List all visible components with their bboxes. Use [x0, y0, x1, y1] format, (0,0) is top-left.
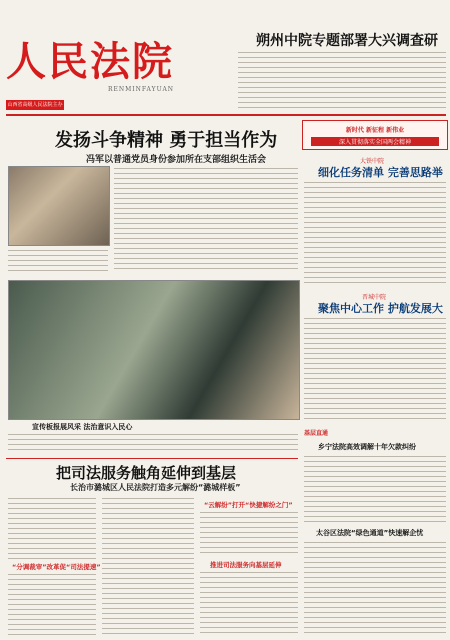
right-story2-headline: 太谷区法院“绿色通道”快速解企忧 [316, 529, 424, 537]
lead-headline: 发扬斗争精神 勇于担当作为 [55, 130, 278, 151]
grassroots-badge: 基层直通 [304, 430, 329, 437]
right-story1-headline: 乡宁法院高效调解十年欠款纠纷 [318, 443, 416, 451]
bottom-col1-text [8, 496, 96, 560]
top-story-headline: 朔州中院专题部署大兴调查研 [256, 33, 438, 49]
sidebar-story1-kicker: 大铁中院 [360, 158, 385, 165]
photo-story-caption [8, 432, 298, 452]
lead-subhead: 冯军以普通党员身份参加所在支部组织生活会 [86, 155, 267, 165]
bottom-section3: 推进司法服务向基层延伸 [210, 561, 282, 569]
right-story2-text [304, 540, 446, 636]
masthead-title: 人民法院 [6, 38, 174, 85]
masthead-pinyin: RENMINFAYUAN [108, 86, 175, 93]
bottom-section1: “分调裁审”改革促“司法提速” [12, 563, 101, 571]
sidebar-story2-kicker: 晋城中院 [362, 294, 387, 301]
sidebar-story1-headline: 细化任务清单 完善思路举 [318, 166, 443, 179]
bottom-col1-text2 [8, 572, 96, 636]
edition-tag: 山西省高级人民法院主办 [7, 102, 63, 108]
divider [6, 458, 298, 459]
top-rule [6, 114, 446, 116]
bottom-subhead: 长治市潞城区人民法院打造多元解纷“潞城样板” [70, 483, 241, 492]
sidebar-banner-line1: 新时代 新征程 新伟业 [345, 127, 405, 134]
lead-photo-caption [8, 248, 108, 274]
photo-story-caption-title: 宣传板报展风采 法治意识入民心 [32, 423, 133, 431]
bottom-headline: 把司法服务触角延伸到基层 [56, 464, 237, 482]
top-story-text [238, 50, 446, 112]
sidebar-banner [302, 120, 448, 150]
lead-photo [8, 166, 110, 246]
sidebar-story1-text [304, 180, 446, 286]
photo-story-image [8, 280, 300, 420]
bottom-col3-text2 [200, 570, 298, 636]
bottom-col2-text [102, 496, 194, 636]
bottom-section2: “云解纷”打开“快捷解纷之门” [204, 501, 293, 509]
sidebar-story2-text [304, 316, 446, 420]
sidebar-banner-line2: 深入贯彻落实全国两会精神 [311, 137, 439, 146]
lead-story-text [114, 166, 298, 272]
right-story1-text [304, 454, 446, 524]
sidebar-story2-headline: 聚焦中心工作 护航发展大 [318, 302, 443, 315]
bottom-col3-text [200, 510, 298, 556]
